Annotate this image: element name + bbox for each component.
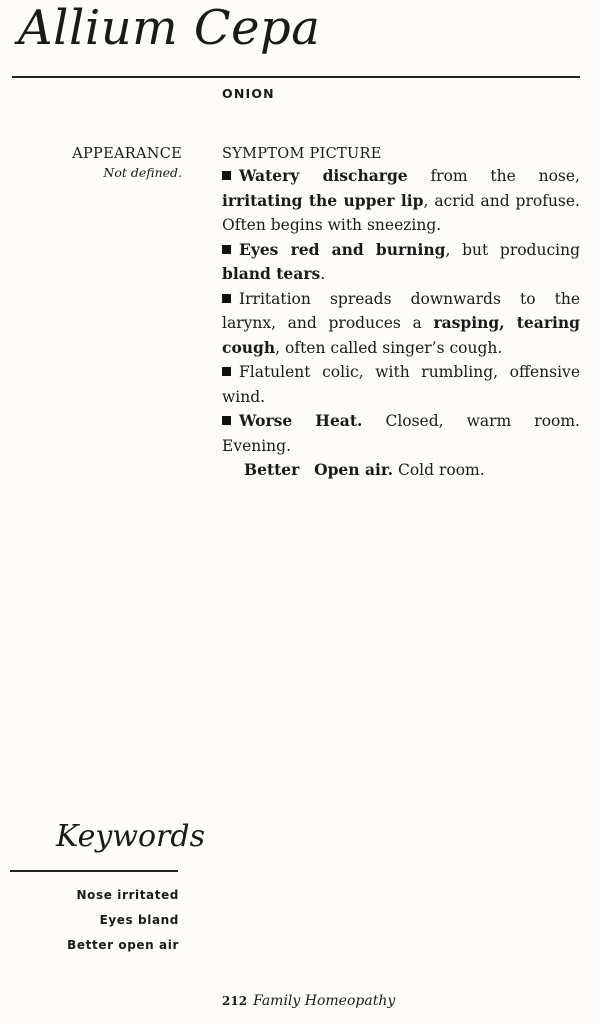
better-bold: Open air. [314,460,394,479]
keywords-list [67,883,179,958]
title-rule [12,76,580,78]
symptom-heading: SYMPTOM PICTURE [222,146,382,162]
symptom-item [222,287,580,361]
symptom-bold: Watery discharge [239,166,408,185]
symptom-bold: Eyes red and burning [239,239,446,259]
symptom-text: Irritation spreads downwards to the larynx, and produces a [222,289,580,332]
symptom-text: , acrid and profuse. Often begins with sneezing. [222,191,580,234]
worse-tail: Evening. [222,436,292,455]
symptom-text: from the nose, [407,167,580,185]
appearance-section [72,146,182,180]
better-text: Cold room. [397,461,485,479]
page-number: 212 [222,994,248,1008]
better-label: Better [244,460,300,479]
symptom-item [222,360,580,409]
modality-better [222,458,580,483]
worse-bold: Heat. [315,411,363,430]
keywords-rule [10,870,178,872]
symptom-item [222,238,580,287]
square-bullet-icon [222,416,231,425]
page-title: Allium Cepa [18,0,321,56]
appearance-heading: APPEARANCE [72,146,182,162]
worse-text: Closed, warm room. [385,412,580,430]
common-name: ONION [222,86,275,101]
page-footer [222,990,395,1009]
keyword-item: Nose irritated [76,888,179,902]
square-bullet-icon [222,294,231,303]
symptom-text: , often called singer’s cough. [275,338,503,357]
appearance-value: Not defined. [103,165,182,180]
symptom-bold: irritating the upper lip [222,190,424,210]
worse-label: Worse [239,411,293,430]
modality-worse-tail [222,434,580,459]
symptom-section [222,146,580,483]
symptom-text: Flatulent colic, with rumbling, offensive wind. [222,363,580,406]
symptom-bold: rasping, tearing cough [222,313,580,357]
square-bullet-icon [222,245,231,254]
keyword-item: Eyes bland [99,913,179,927]
symptom-item [222,164,580,238]
symptom-bold: bland tears [222,264,321,283]
keywords-title: Keywords [56,819,205,854]
square-bullet-icon [222,171,231,180]
keyword-item: Better open air [67,938,179,952]
square-bullet-icon [222,367,231,376]
symptom-text: , but producing [445,240,581,259]
modality-worse [222,409,580,434]
book-title: Family Homeopathy [253,993,396,1009]
symptom-text: . [320,265,326,283]
